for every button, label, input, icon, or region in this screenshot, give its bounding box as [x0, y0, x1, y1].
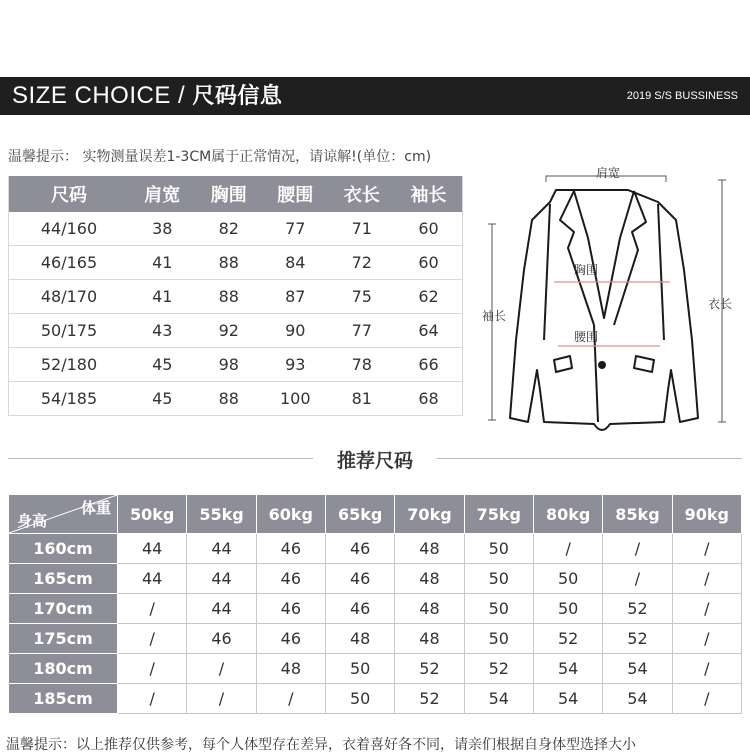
table-cell: 46/165 — [9, 246, 130, 280]
table-cell: 52 — [395, 684, 464, 714]
table-cell: 45 — [129, 382, 196, 416]
table-row — [9, 348, 463, 382]
weight-header: 70kg — [395, 495, 464, 534]
height-header: 175cm — [9, 624, 118, 654]
weight-header: 75kg — [464, 495, 533, 534]
table-cell: 66 — [395, 348, 463, 382]
table-row — [9, 594, 742, 624]
table-row — [9, 246, 463, 280]
col-header: 袖长 — [395, 176, 463, 212]
table-cell: 46 — [325, 534, 394, 564]
table-cell: 98 — [196, 348, 263, 382]
table-cell: 38 — [129, 212, 196, 246]
table-cell: / — [603, 564, 672, 594]
sleeve-label: 袖长 — [482, 309, 507, 323]
table-cell: 44/160 — [9, 212, 130, 246]
season-label: 2019 S/S BUSSINESS — [626, 90, 738, 102]
table-cell: 90 — [262, 314, 329, 348]
table-cell: 44 — [118, 564, 187, 594]
height-header: 185cm — [9, 684, 118, 714]
table-cell: 54 — [603, 654, 672, 684]
table-cell: 48/170 — [9, 280, 130, 314]
table-cell: 54 — [533, 654, 602, 684]
table-cell: 82 — [196, 212, 263, 246]
table-cell: / — [672, 654, 741, 684]
recommend-table — [8, 494, 742, 714]
weight-axis-label: 体重 — [80, 499, 111, 517]
table-cell: 50 — [464, 594, 533, 624]
table-cell: 87 — [262, 280, 329, 314]
table-cell: / — [118, 684, 187, 714]
table-cell: 71 — [329, 212, 396, 246]
table-cell: 60 — [395, 246, 463, 280]
shoulder-label: 肩宽 — [596, 166, 621, 180]
table-cell: 48 — [395, 624, 464, 654]
table-row — [9, 314, 463, 348]
table-cell: 48 — [395, 594, 464, 624]
recommend-tip: 温馨提示：以上推荐仅供参考，每个人体型存在差异，衣着喜好各不同，请亲们根据自身体型选择大小 — [6, 737, 636, 753]
table-row — [9, 654, 742, 684]
weight-header: 80kg — [533, 495, 602, 534]
table-cell: 68 — [395, 382, 463, 416]
table-cell: 75 — [329, 280, 396, 314]
table-cell: 54 — [603, 684, 672, 714]
table-cell: / — [187, 684, 256, 714]
page-title: SIZE CHOICE / 尺码信息 — [12, 82, 283, 109]
table-cell: 100 — [262, 382, 329, 416]
table-cell: 50 — [464, 624, 533, 654]
table-cell: 48 — [256, 654, 325, 684]
table-cell: 81 — [329, 382, 396, 416]
table-row — [9, 382, 463, 416]
table-cell: 50 — [533, 564, 602, 594]
table-cell: 45 — [129, 348, 196, 382]
table-cell: 50 — [533, 594, 602, 624]
jacket-button — [598, 361, 606, 369]
table-cell: / — [672, 564, 741, 594]
table-cell: 48 — [325, 624, 394, 654]
weight-header: 85kg — [603, 495, 672, 534]
table-cell: 54/185 — [9, 382, 130, 416]
table-row — [9, 534, 742, 564]
table-row — [9, 564, 742, 594]
table-cell: 54 — [464, 684, 533, 714]
table-cell: 44 — [187, 594, 256, 624]
table-cell: 84 — [262, 246, 329, 280]
table-cell: / — [672, 624, 741, 654]
size-table-header — [9, 176, 463, 212]
header-banner — [0, 77, 750, 115]
height-header: 160cm — [9, 534, 118, 564]
table-cell: 52/180 — [9, 348, 130, 382]
table-cell: 77 — [262, 212, 329, 246]
table-cell: 64 — [395, 314, 463, 348]
table-cell: 52 — [533, 624, 602, 654]
table-cell: / — [118, 594, 187, 624]
table-cell: 43 — [129, 314, 196, 348]
table-cell: / — [118, 654, 187, 684]
height-axis-label: 身高 — [17, 512, 48, 530]
table-cell: 72 — [329, 246, 396, 280]
table-cell: 78 — [329, 348, 396, 382]
table-cell: 50/175 — [9, 314, 130, 348]
table-cell: 41 — [129, 246, 196, 280]
waist-label: 腰围 — [574, 330, 599, 344]
height-header: 170cm — [9, 594, 118, 624]
table-cell: 50 — [325, 684, 394, 714]
col-header: 尺码 — [9, 176, 130, 212]
jacket-diagram — [470, 160, 745, 440]
table-cell: 88 — [196, 280, 263, 314]
table-cell: 46 — [325, 564, 394, 594]
table-cell: 92 — [196, 314, 263, 348]
table-cell: / — [672, 684, 741, 714]
size-table — [8, 176, 463, 416]
table-cell: / — [672, 594, 741, 624]
table-cell: 44 — [187, 534, 256, 564]
height-header: 180cm — [9, 654, 118, 684]
weight-header: 55kg — [187, 495, 256, 534]
jacket-outline — [510, 190, 698, 430]
table-cell: 50 — [464, 564, 533, 594]
table-cell: 46 — [256, 534, 325, 564]
table-row — [9, 212, 463, 246]
table-cell: / — [256, 684, 325, 714]
table-cell: / — [672, 534, 741, 564]
recommend-header — [9, 495, 742, 534]
table-cell: 48 — [395, 534, 464, 564]
table-row — [9, 684, 742, 714]
table-cell: 93 — [262, 348, 329, 382]
chest-label: 胸围 — [574, 263, 599, 277]
table-cell: 52 — [603, 594, 672, 624]
col-header: 腰围 — [262, 176, 329, 212]
recommend-title: 推荐尺码 — [0, 446, 750, 473]
weight-header: 50kg — [118, 495, 187, 534]
table-cell: 41 — [129, 280, 196, 314]
corner-cell — [9, 495, 118, 534]
table-cell: / — [187, 654, 256, 684]
table-row — [9, 624, 742, 654]
table-cell: / — [533, 534, 602, 564]
weight-header: 90kg — [672, 495, 741, 534]
table-cell: 44 — [187, 564, 256, 594]
table-cell: 88 — [196, 382, 263, 416]
height-header: 165cm — [9, 564, 118, 594]
length-label: 衣长 — [708, 297, 733, 311]
table-cell: 46 — [256, 594, 325, 624]
table-cell: 46 — [256, 624, 325, 654]
table-cell: 50 — [325, 654, 394, 684]
weight-header: 65kg — [325, 495, 394, 534]
table-cell: 77 — [329, 314, 396, 348]
table-cell: 46 — [325, 594, 394, 624]
table-cell: 46 — [187, 624, 256, 654]
table-cell: 46 — [256, 564, 325, 594]
table-cell: 50 — [464, 534, 533, 564]
table-cell: 48 — [395, 564, 464, 594]
col-header: 胸围 — [196, 176, 263, 212]
table-cell: 44 — [118, 534, 187, 564]
table-cell: 60 — [395, 212, 463, 246]
table-cell: 52 — [395, 654, 464, 684]
measurement-tip: 温馨提示： 实物测量误差1-3CM属于正常情况，请谅解!(单位：cm) — [8, 149, 432, 165]
table-cell: / — [603, 534, 672, 564]
table-cell: 52 — [603, 624, 672, 654]
col-header: 肩宽 — [129, 176, 196, 212]
table-cell: 88 — [196, 246, 263, 280]
table-row — [9, 280, 463, 314]
table-cell: / — [118, 624, 187, 654]
table-cell: 54 — [533, 684, 602, 714]
weight-header: 60kg — [256, 495, 325, 534]
table-cell: 52 — [464, 654, 533, 684]
col-header: 衣长 — [329, 176, 396, 212]
table-cell: 62 — [395, 280, 463, 314]
